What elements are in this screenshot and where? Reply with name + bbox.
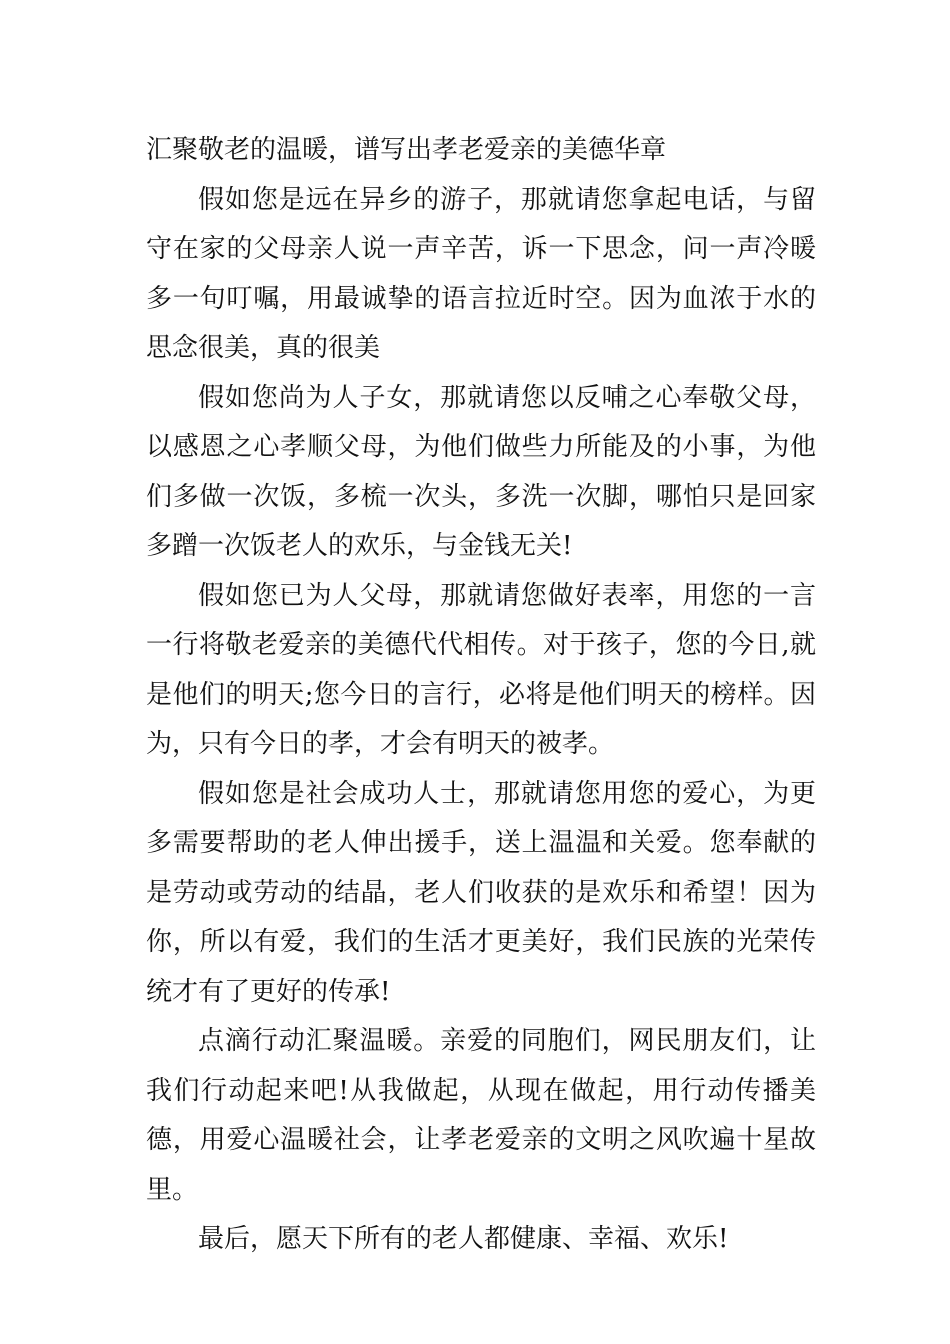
- paragraph-heading-line: 汇聚敬老的温暖，谱写出孝老爱亲的美德华章: [146, 135, 667, 165]
- paragraph-call-to-action: 点滴行动汇聚温暖。亲爱的同胞们，网民朋友们，让我们行动起来吧!从我做起，从现在做起，用行动传播美德，用爱心温暖社会，让孝老爱亲的文明之风吹遍十星故里。: [146, 1026, 816, 1205]
- paragraph-closing: 最后，愿天下所有的老人都健康、幸福、欢乐!: [198, 1224, 729, 1254]
- paragraph-successful-people: 假如您是社会成功人士，那就请您用您的爱心，为更多需要帮助的老人伸出援手，送上温温和关爱。您奉献的是劳动或劳动的结晶，老人们收获的是欢乐和希望！因为你，所以有爱，我们的生活才更美好，我们民族的光荣传统才有了更好的传承!: [146, 778, 816, 1007]
- document-body: [146, 126, 816, 1265]
- paragraph-children: 假如您尚为人子女，那就请您以反哺之心奉敬父母，以感恩之心孝顺父母，为他们做些力所能及的小事，为他们多做一次饭，多梳一次头，多洗一次脚，哪怕只是回家多蹭一次饭老人的欢乐，与金钱无关!: [146, 382, 816, 561]
- paragraph-parents: 假如您已为人父母，那就请您做好表率，用您的一言一行将敬老爱亲的美德代代相传。对于孩子，您的今日,就是他们的明天;您今日的言行，必将是他们明天的榜样。因为，只有今日的孝，才会有明天的被孝。: [146, 580, 816, 759]
- paragraph-wanderer: 假如您是远在异乡的游子，那就请您拿起电话，与留守在家的父母亲人说一声辛苦，诉一下思念，问一声冷暖多一句叮嘱，用最诚挚的语言拉近时空。因为血浓于水的思念很美，真的很美: [146, 184, 816, 363]
